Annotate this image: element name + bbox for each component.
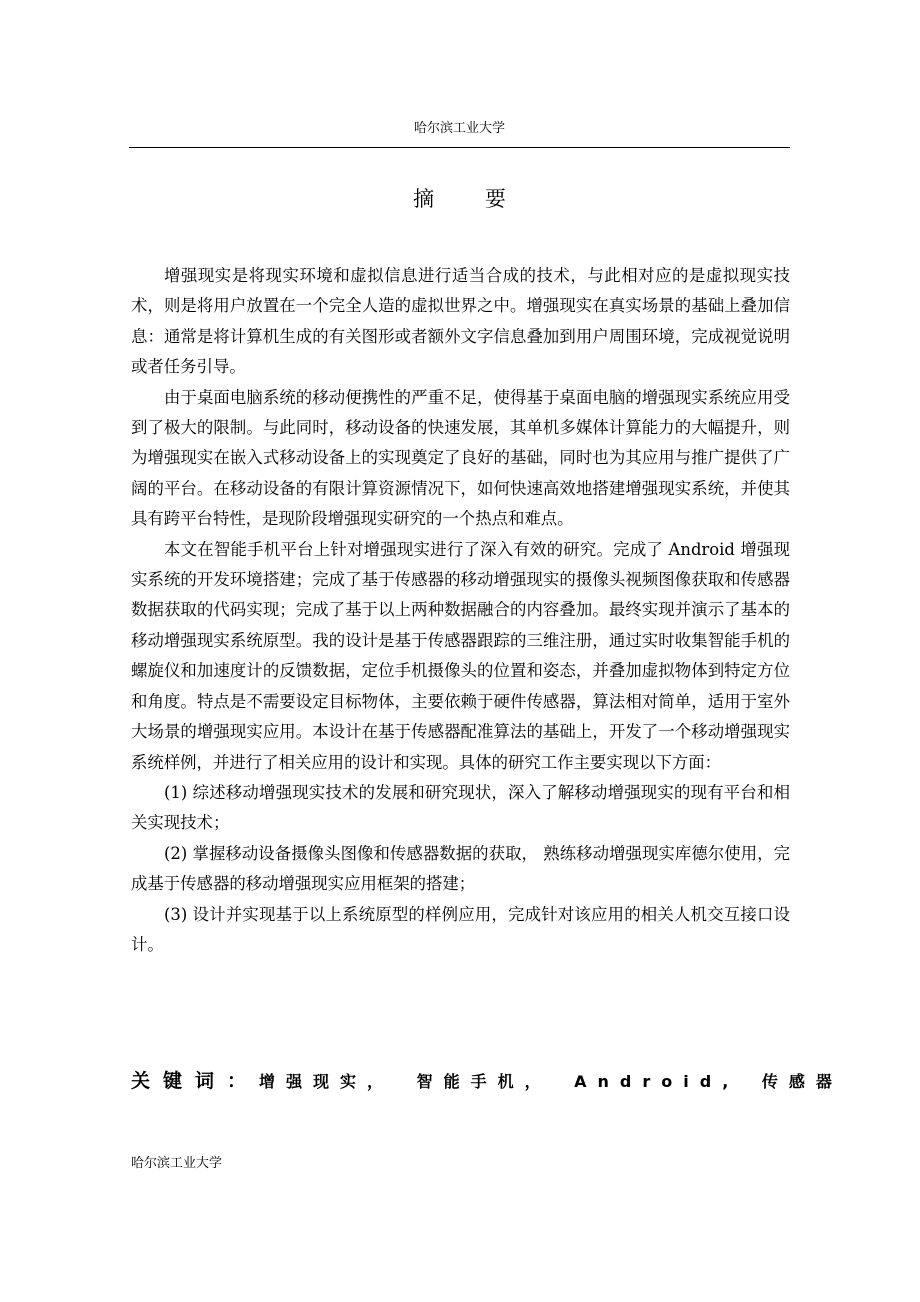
abstract-title: 摘 要 bbox=[413, 187, 528, 211]
abstract-body bbox=[131, 261, 790, 960]
page-header: 哈尔滨工业大学 bbox=[413, 121, 505, 136]
keywords-line bbox=[131, 1066, 843, 1097]
keywords-label: 关键词： bbox=[131, 1070, 260, 1092]
keywords-values: 增强现实， 智能手机， Android, 传感器 bbox=[259, 1072, 843, 1091]
list-item-2: (2) 掌握移动设备摄像头图像和传感器数据的获取， 熟练移动增强现实库德尔使用，完成基于传感器的移动增强现实应用框架的搭建； bbox=[131, 843, 790, 894]
page-footer: 哈尔滨工业大学 bbox=[131, 1156, 223, 1171]
header-divider bbox=[129, 147, 790, 148]
paragraph-background: 由于桌面电脑系统的移动便携性的严重不足，使得基于桌面电脑的增强现实系统应用受到了极大的限制。与此同时，移动设备的快速发展，其单机多媒体计算能力的大幅提升，则为增强现实在嵌入式移动设备上的实现奠定了良好的基础，同时也为其应用与推广提供了广阔的平台。在移动设备的有限计算资源情况下，如何快速高效地搭建增强现实系统，并使其具有跨平台特性，是现阶段增强现实研究的一个热点和难点。 bbox=[131, 387, 790, 529]
paragraph-work: 本文在智能手机平台上针对增强现实进行了深入有效的研究。完成了 Android 增强现实系统的开发环境搭建；完成了基于传感器的移动增强现实的摄像头视频图像获取和传感器数据获取的代码实现；完成了基于以上两种数据融合的内容叠加。最终实现并演示了基本的移动增强现实系统原型。我的设计是基于传感器跟踪的三维注册，通过实时收集智能手机的螺旋仪和加速度计的反馈数据，定位手机摄像头的位置和姿态，并叠加虚拟物体到特定方位和角度。特点是不需要设定目标物体，主要依赖于硬件传感器，算法相对简单，适用于室外大场景的增强现实应用。本设计在基于传感器配准算法的基础上，开发了一个移动增强现实系统样例，并进行了相关应用的设计和实现。具体的研究工作主要实现以下方面： bbox=[131, 539, 790, 772]
paragraph-intro: 增强现实是将现实环境和虚拟信息进行适当合成的技术，与此相对应的是虚拟现实技术，则是将用户放置在一个完全人造的虚拟世界之中。增强现实在真实场景的基础上叠加信息：通常是将计算机生成的有关图形或者额外文字信息叠加到用户周围环境，完成视觉说明或者任务引导。 bbox=[131, 266, 790, 377]
list-item-1: (1) 综述移动增强现实技术的发展和研究现状，深入了解移动增强现实的现有平台和相关实现技术； bbox=[131, 782, 790, 833]
list-item-3: (3) 设计并实现基于以上系统原型的样例应用，完成针对该应用的相关人机交互接口设计。 bbox=[131, 904, 790, 954]
